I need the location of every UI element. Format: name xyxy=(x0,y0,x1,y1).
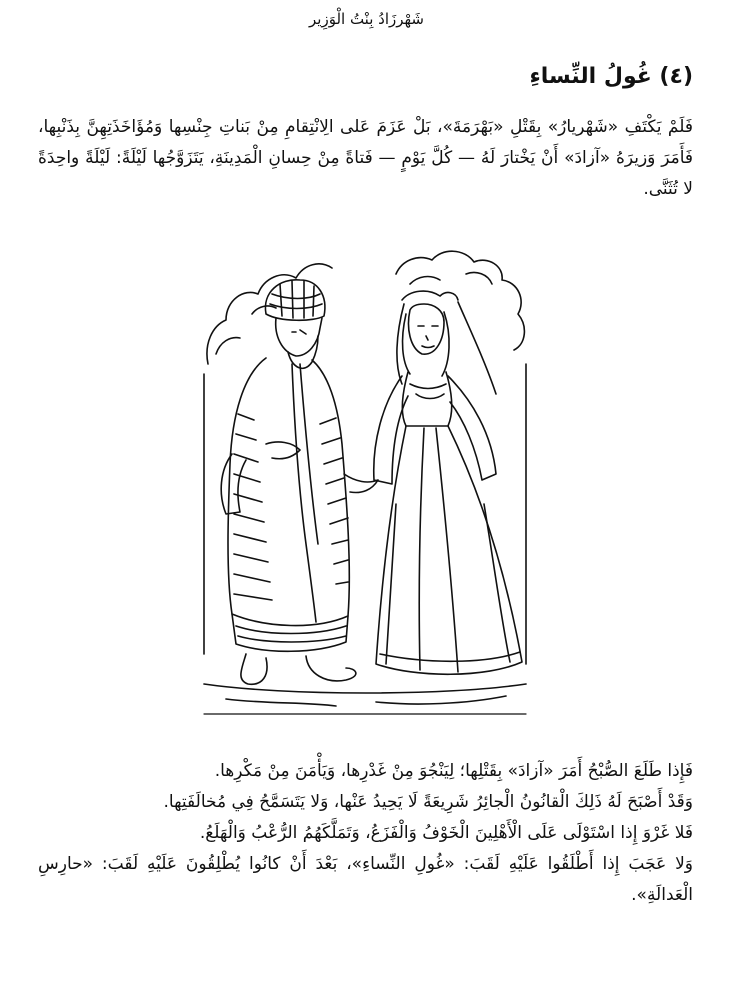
closing-line: وَقَدْ أَصْبَحَ لَهُ ذَلِكَ الْقانُونُ الْجائِرُ شَرِيعَةً لَا يَحِيدُ عَنْها، وَلا يَتَسَمَّحُ فِي مُخالَفَتِها. xyxy=(163,792,693,812)
closing-line: فَلا غَرْوَ إِذا اسْتَوْلَى عَلَى الْأَهْلِينَ الْخَوْفُ وَالْفَزَعُ، وَتَمَلَّكَهُمُ الرُّعْبُ وَالْهَلَعُ. xyxy=(199,823,693,843)
intro-paragraph: فَلَمْ يَكْتَفِ «شَهْريارُ» بِقَتْلِ «بَهْرَمَةَ»، بَلْ عَزَمَ عَلى الِانْتِقامِ مِنْ بَناتِ جِنْسِها وَمُؤَاخَذَتِهِنَّ بِذَنْبِها، فَأَمَرَ وَزيرَهُ «آزادَ» أَنْ يَخْتارَ لَهُ — كُلَّ يَوْمٍ — فَتاةً مِنْ حِسانِ الْمَدِينَةِ، يَتَزَوَّجُها لَيْلَةً: لَيْلَةً واحِدَةً لا تُثَنَّى. xyxy=(38,117,693,199)
closing-paragraph xyxy=(38,756,693,911)
ground xyxy=(204,684,526,714)
bride-figure xyxy=(374,291,522,674)
closing-line: وَلا عَجَبَ إِذا أَطْلَقُوا عَلَيْهِ لَقَبَ: «غُولِ النِّساءِ»، بَعْدَ أَنْ كانُوا يُطْلِقُونَ عَلَيْهِ لَقَبَ: «حارِسِ الْعَدالَةِ». xyxy=(38,854,693,905)
closing-line: فَإِذا طَلَعَ الصُّبْحُ أَمَرَ «آزادَ» بِقَتْلِها؛ لِيَنْجُوَ مِنْ غَدْرِها، وَيَأْمَنَ مِنْ مَكْرِها. xyxy=(214,761,693,781)
sultan-figure xyxy=(221,280,378,684)
sultan-and-bride-illustration xyxy=(196,244,534,720)
chapter-title: (٤) غُولُ النِّساءِ xyxy=(529,64,693,89)
running-title: شَهْرزَادُ بِنْتُ الْوَزِير xyxy=(309,10,424,28)
cloud-outline xyxy=(207,251,524,364)
